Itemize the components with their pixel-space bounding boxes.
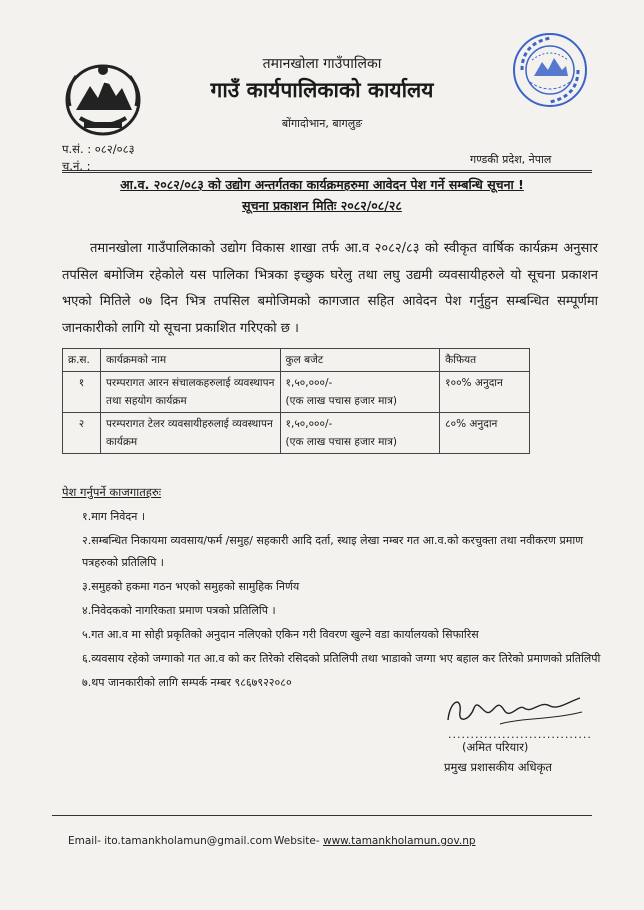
office-name: गाउँ कार्यपालिकाको कार्यालय	[210, 78, 434, 102]
publish-date: सूचना प्रकाशन मितिः २०८२/०८/२८	[242, 198, 402, 213]
documents-heading: पेश गर्नुपर्ने काजगातहरुः	[62, 485, 162, 499]
list-item: १.माग निवेदन ।	[82, 510, 146, 523]
budget-words: (एक लाख पचास हजार मात्र)	[285, 436, 398, 448]
list-item: २.सम्बन्धित निकायमा व्यवसाय/फर्म /समुह/ सहकारी आदि दर्ता, स्थाइ लेखा नम्बर गत आ.व.को करचुक्ता तथा नवीकरण प्रमाण पत्रहरुको प्रतिलिपि ।	[82, 534, 584, 569]
row-program-name: परम्परागत आरन संचालकहरुलाई व्यवस्थापन तथा सहयोग कार्यक्रम	[100, 372, 280, 413]
signatory-name: (अमित परियार)	[462, 740, 529, 754]
signature-line: ................................	[448, 728, 592, 741]
row-budget	[280, 413, 440, 454]
row-remark: १००% अनुदान	[440, 372, 530, 413]
website-link[interactable]: www.tamankholamun.gov.np	[323, 835, 476, 847]
col-header-sn: क्र.स.	[63, 349, 101, 372]
list-item: ७.थप जानकारीको लागि सम्पर्क नम्बर ९८६७९२२०८०	[82, 676, 292, 689]
row-budget	[280, 372, 440, 413]
signatory-title: प्रमुख प्रशासकीय अधिकृत	[444, 760, 552, 774]
patra-sankhya: प.सं. : ०८२/०८३	[62, 142, 135, 156]
documents-list	[82, 506, 602, 696]
row-sn: २	[63, 413, 101, 454]
footer-website	[274, 835, 476, 847]
programs-table	[62, 348, 530, 454]
list-item: ४.निवेदकको नागरिकता प्रमाण पत्रको प्रतिलिपि ।	[82, 604, 276, 617]
list-item: ६.व्यवसाय रहेको जग्गाको गत आ.व को कर तिरेको रसिदको प्रतिलिपी तथा भाडाको जग्गा भए बहाल कर तिरेको प्रमाणको प्रतिलिपी	[82, 652, 601, 665]
website-label: Website-	[274, 835, 320, 847]
budget-amount: १,५०,०००/-	[285, 418, 333, 430]
footer-email: Email- ito.tamankholamun@gmail.com	[68, 835, 273, 847]
notice-paragraph: तमानखोला गाउँपालिकाको उद्योग विकास शाखा तर्फ आ.व २०८२/८३ को स्वीकृत वार्षिक कार्यक्रम अनुसार तपसिल बमोजिम रहेकोले यस पालिका भित्रका इच्छुक घरेलु तथा लघु उद्यमी व्यवसायीहरुले यो सूचना प्रकाशन भएको मितिले ०७ दिन भित्र तपसिल बमोजिमको कागजात सहित आवेदन पेश गर्नुहुन सम्बन्धित सम्पूर्णमा जानकारीको लागि यो सूचना प्रकाशित गरिएको छ ।	[62, 241, 598, 336]
handwritten-signature	[440, 690, 590, 730]
province-name: गण्डकी प्रदेश, नेपाल	[470, 153, 552, 166]
budget-words: (एक लाख पचास हजार मात्र)	[285, 395, 398, 407]
list-item: ३.समुहको हकमा गठन भएको समुहको सामुहिक निर्णय	[82, 580, 300, 593]
notice-title: आ.व. २०८२/०८३ को उद्योग अन्तर्गतका कार्यक्रमहरुमा आवेदन पेश गर्ने सम्बन्धि सूचना !	[120, 177, 524, 192]
col-header-remark: कैफियत	[440, 349, 530, 372]
list-item: ५.गत आ.व मा सोही प्रकृतिको अनुदान नलिएको एकिन गरी विवरण खुल्ने वडा कार्यालयको सिफारिस	[82, 628, 479, 641]
header-divider	[62, 170, 592, 171]
header-divider-2	[62, 172, 592, 173]
col-header-budget: कुल बजेट	[280, 349, 440, 372]
office-address: बोंगादोभान, बागलुङ	[281, 117, 363, 130]
municipality-name: तमानखोला गाउँपालिका	[262, 56, 382, 72]
table-header-row	[63, 349, 530, 372]
table-row	[63, 372, 530, 413]
row-program-name: परम्परागत टेलर व्यवसायीहरुलाई व्यवस्थापन कार्यक्रम	[100, 413, 280, 454]
chalani-number: च.नं. :	[62, 159, 91, 173]
row-sn: १	[63, 372, 101, 413]
table-row	[63, 413, 530, 454]
col-header-program: कार्यक्रमको नाम	[100, 349, 280, 372]
budget-amount: १,५०,०००/-	[285, 377, 333, 389]
row-remark: ८०% अनुदान	[440, 413, 530, 454]
footer-divider	[52, 815, 592, 816]
